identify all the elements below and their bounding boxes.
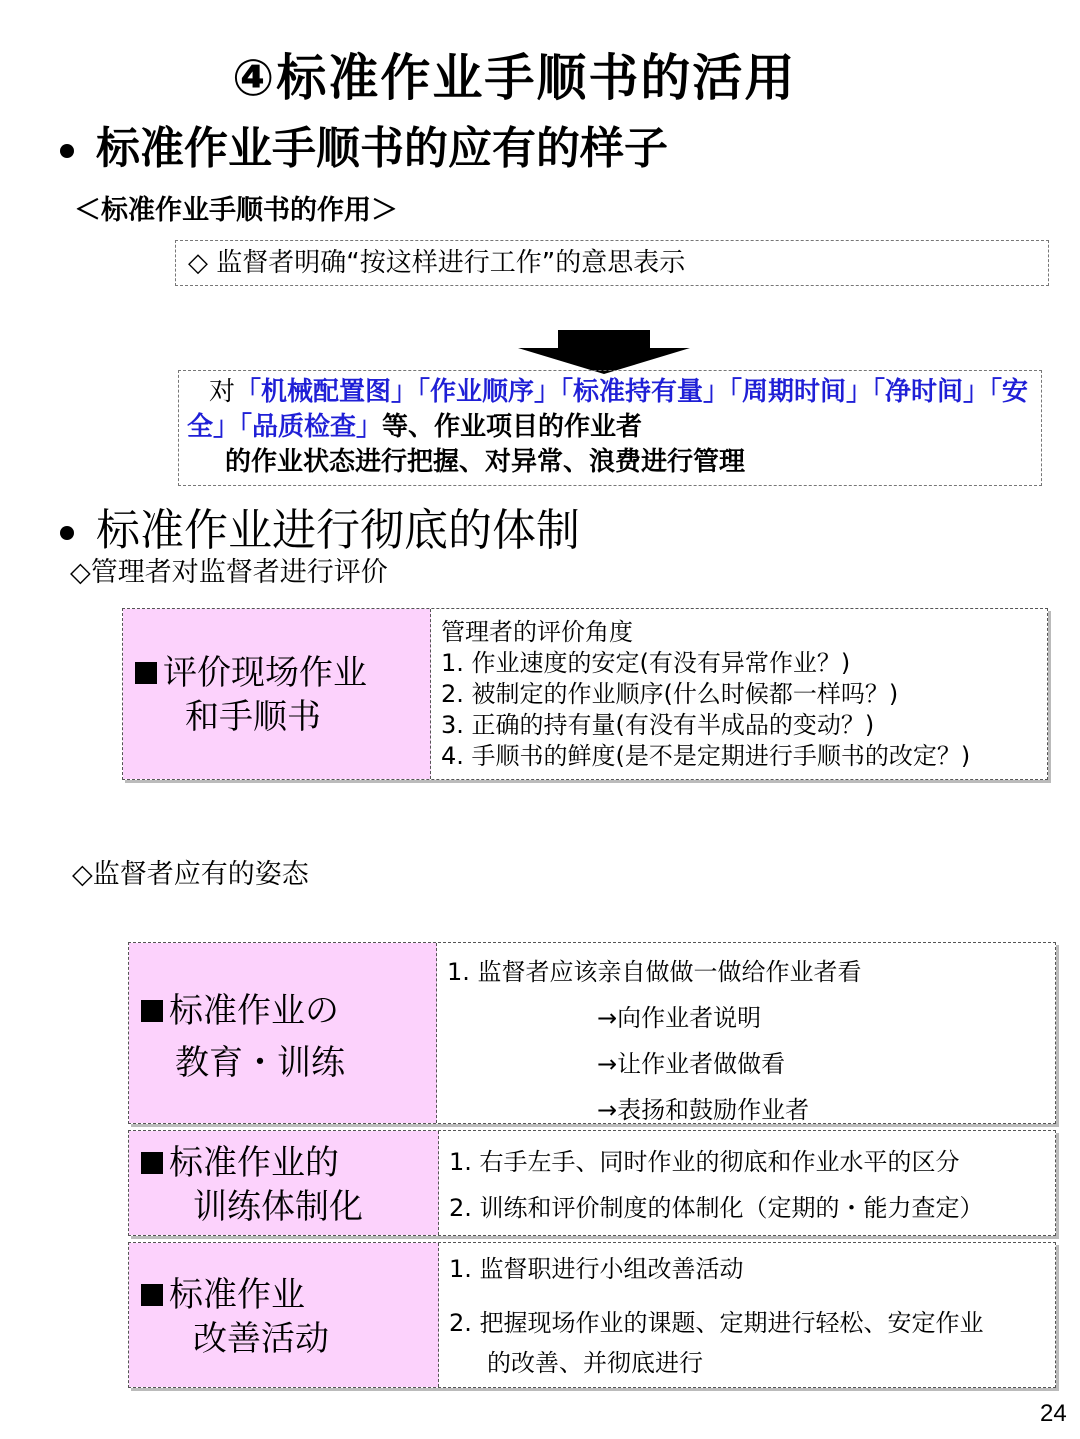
- list-item: 1. 监督者应该亲自做做一做给作业者看: [447, 958, 862, 986]
- list-item: 3. 正确的持有量(有没有半成品的变动？): [441, 711, 875, 739]
- evaluation-box-title: [123, 609, 431, 779]
- square-bullet-icon: [141, 1284, 163, 1306]
- page-title: ④标准作业手顺书的活用: [232, 49, 797, 107]
- square-bullet-icon: [135, 662, 157, 684]
- list-item: 4. 手顺书的鲜度(是不是定期进行手顺书的改定？): [441, 742, 971, 770]
- row-title: [129, 1243, 439, 1387]
- management-items-1: 「机械配置图」「作业顺序」「标准持有量」「周期时间」「净时间」「安: [235, 377, 1029, 407]
- intent-box: ◇ 监督者明确“按这样进行工作”的意思表示: [175, 240, 1049, 286]
- down-arrow-icon: [518, 330, 690, 374]
- evaluation-criteria: [431, 609, 1047, 779]
- section1-heading: [60, 112, 668, 176]
- list-item: 1. 作业速度的安定(有没有异常作业？): [441, 649, 851, 677]
- row-title: [129, 1131, 439, 1235]
- list-item: →向作业者说明: [597, 1004, 762, 1032]
- row-title-line-1: [141, 1273, 438, 1317]
- list-item: 2. 训练和评价制度的体制化（定期的・能力查定）: [449, 1194, 984, 1222]
- row-title-text-1: 标准作业的: [169, 1143, 339, 1183]
- row-title-text-1: 标准作业: [169, 1275, 305, 1315]
- list-item: 的改善、并彻底进行: [487, 1349, 703, 1377]
- list-item: 1. 监督职进行小组改善活动: [449, 1255, 744, 1283]
- management-line-2: [187, 410, 1033, 445]
- square-bullet-icon: [141, 1152, 163, 1174]
- list-item: 1. 右手左手、同时作业的彻底和作业水平的区分: [449, 1148, 960, 1176]
- list-item: →表扬和鼓励作业者: [597, 1096, 810, 1124]
- supervisor-label: ◇监督者应有的姿态: [72, 859, 309, 890]
- list-item: 2. 把握现场作业的课题、定期进行轻松、安定作业: [449, 1309, 984, 1337]
- row-title-line-1: [141, 985, 436, 1037]
- supervisor-row-education: [128, 942, 1056, 1124]
- section2-heading: [60, 494, 580, 558]
- row-content: [439, 1243, 1055, 1387]
- evaluation-title-text-1: 评价现场作业: [163, 653, 367, 693]
- row-title-line-2: 训练体制化: [193, 1187, 363, 1227]
- row-title: [129, 943, 437, 1123]
- evaluation-box: [122, 608, 1048, 780]
- management-items-2: 全」「品质检查」: [187, 412, 383, 442]
- evaluation-title-line-1: [135, 651, 430, 695]
- management-line-3: 的作业状态进行把握、对异常、浪费进行管理: [225, 447, 746, 477]
- section1-heading-text: 标准作业手顺书的应有的样子: [96, 123, 668, 174]
- supervisor-row-training: [128, 1130, 1056, 1236]
- row-title-line-2: 改善活动: [193, 1319, 329, 1359]
- list-item: →让作业者做做看: [597, 1050, 786, 1078]
- management-prefix: 对: [209, 377, 236, 407]
- management-box: [178, 370, 1042, 486]
- management-suffix: 等、作业项目的作业者: [382, 412, 643, 442]
- row-title-text-1: 标准作业の: [169, 991, 339, 1031]
- role-label: ＜标准作业手顺书的作用＞: [74, 195, 398, 226]
- row-content: [439, 1131, 1055, 1235]
- row-title-line-1: [141, 1141, 438, 1185]
- list-item: 2. 被制定的作业顺序(什么时候都一样吗？): [441, 680, 899, 708]
- page-number: 24: [1040, 1400, 1067, 1427]
- evaluation-title-line-2: 和手顺书: [185, 697, 321, 737]
- row-title-line-2: 教育・训练: [175, 1043, 345, 1083]
- evaluation-label: ◇管理者对监督者进行评价: [70, 557, 388, 588]
- section2-heading-text: 标准作业进行彻底的体制: [96, 505, 580, 556]
- management-line-1: [187, 375, 1033, 410]
- row-content: [437, 943, 1055, 1123]
- supervisor-row-improvement: [128, 1242, 1056, 1388]
- evaluation-criteria-title: 管理者的评价角度: [441, 618, 633, 646]
- bullet-icon: [60, 144, 74, 158]
- square-bullet-icon: [141, 1000, 163, 1022]
- bullet-icon: [60, 526, 74, 540]
